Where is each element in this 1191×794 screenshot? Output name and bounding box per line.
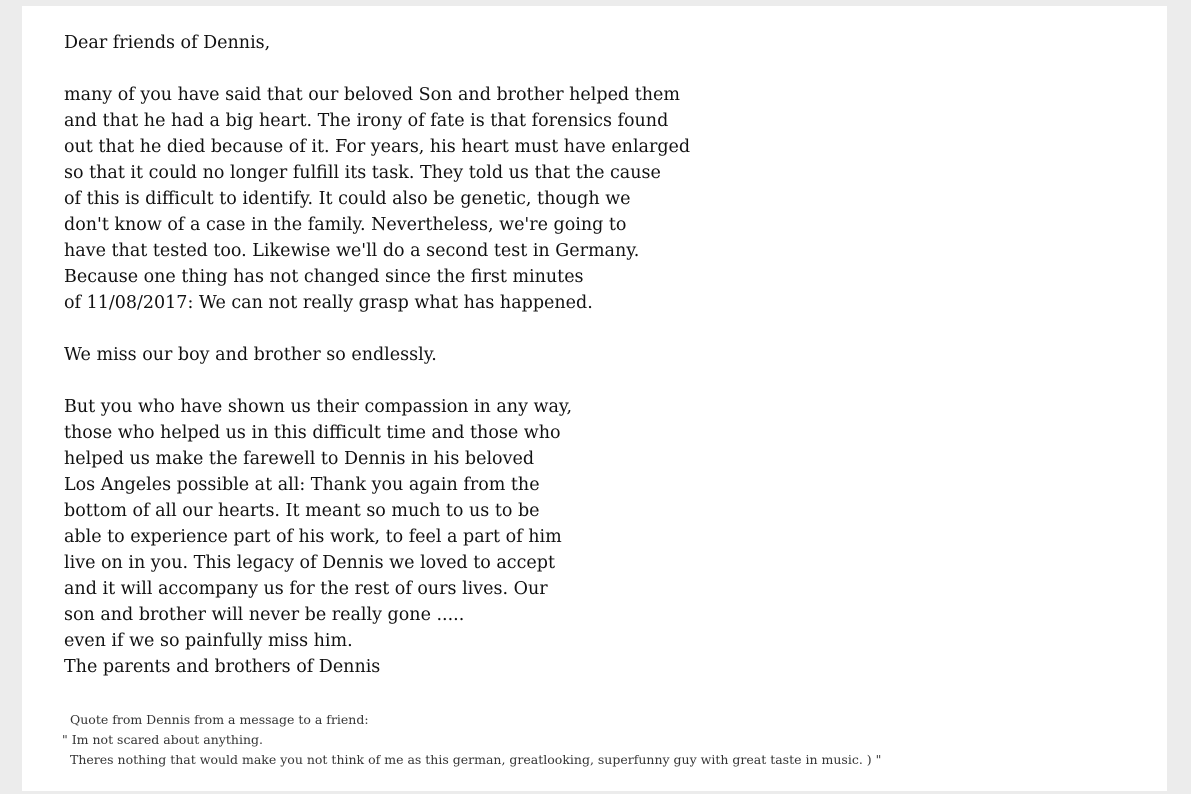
letter-line: son and brother will never be really gone ..... <box>64 605 465 625</box>
memorial-letter-page <box>22 6 1167 791</box>
letter-line: so that it could no longer fulfill its task. They told us that the cause <box>64 163 661 183</box>
letter-line: those who helped us in this difficult time and those who <box>64 423 561 443</box>
letter-line: don't know of a case in the family. Nevertheless, we're going to <box>64 215 627 235</box>
letter-line: live on in you. This legacy of Dennis we loved to accept <box>64 553 555 573</box>
letter-body <box>64 30 690 680</box>
letter-line: and that he had a big heart. The irony of fate is that forensics found <box>64 111 669 131</box>
letter-line: We miss our boy and brother so endlessly. <box>64 345 437 365</box>
letter-line: bottom of all our hearts. It meant so much to us to be <box>64 501 540 521</box>
letter-greeting: Dear friends of Dennis, <box>64 33 271 53</box>
portrait-photo <box>612 66 1152 766</box>
quote-line: " Im not scared about anything. <box>62 732 263 747</box>
letter-line: But you who have shown us their compassion in any way, <box>64 397 573 417</box>
letter-line: out that he died because of it. For years, his heart must have enlarged <box>64 137 691 157</box>
letter-line: of 11/08/2017: We can not really grasp what has happened. <box>64 293 593 313</box>
letter-line: Because one thing has not changed since the first minutes <box>64 267 584 287</box>
quote-intro: Quote from Dennis from a message to a friend: <box>70 712 369 727</box>
quote-line: Theres nothing that would make you not think of me as this german, greatlooking, superfunny guy with great taste in music. ) " <box>70 752 882 767</box>
letter-line: Los Angeles possible at all: Thank you again from the <box>64 475 540 495</box>
letter-line: of this is difficult to identify. It could also be genetic, though we <box>64 189 631 209</box>
letter-line: have that tested too. Likewise we'll do a second test in Germany. <box>64 241 640 261</box>
letter-signature: The parents and brothers of Dennis <box>64 657 381 677</box>
letter-line: many of you have said that our beloved Son and brother helped them <box>64 85 680 105</box>
letter-line: even if we so painfully miss him. <box>64 631 353 651</box>
letter-line: and it will accompany us for the rest of ours lives. Our <box>64 579 548 599</box>
letter-line: able to experience part of his work, to feel a part of him <box>64 527 562 547</box>
dennis-quote <box>62 710 881 770</box>
letter-line: helped us make the farewell to Dennis in his beloved <box>64 449 535 469</box>
